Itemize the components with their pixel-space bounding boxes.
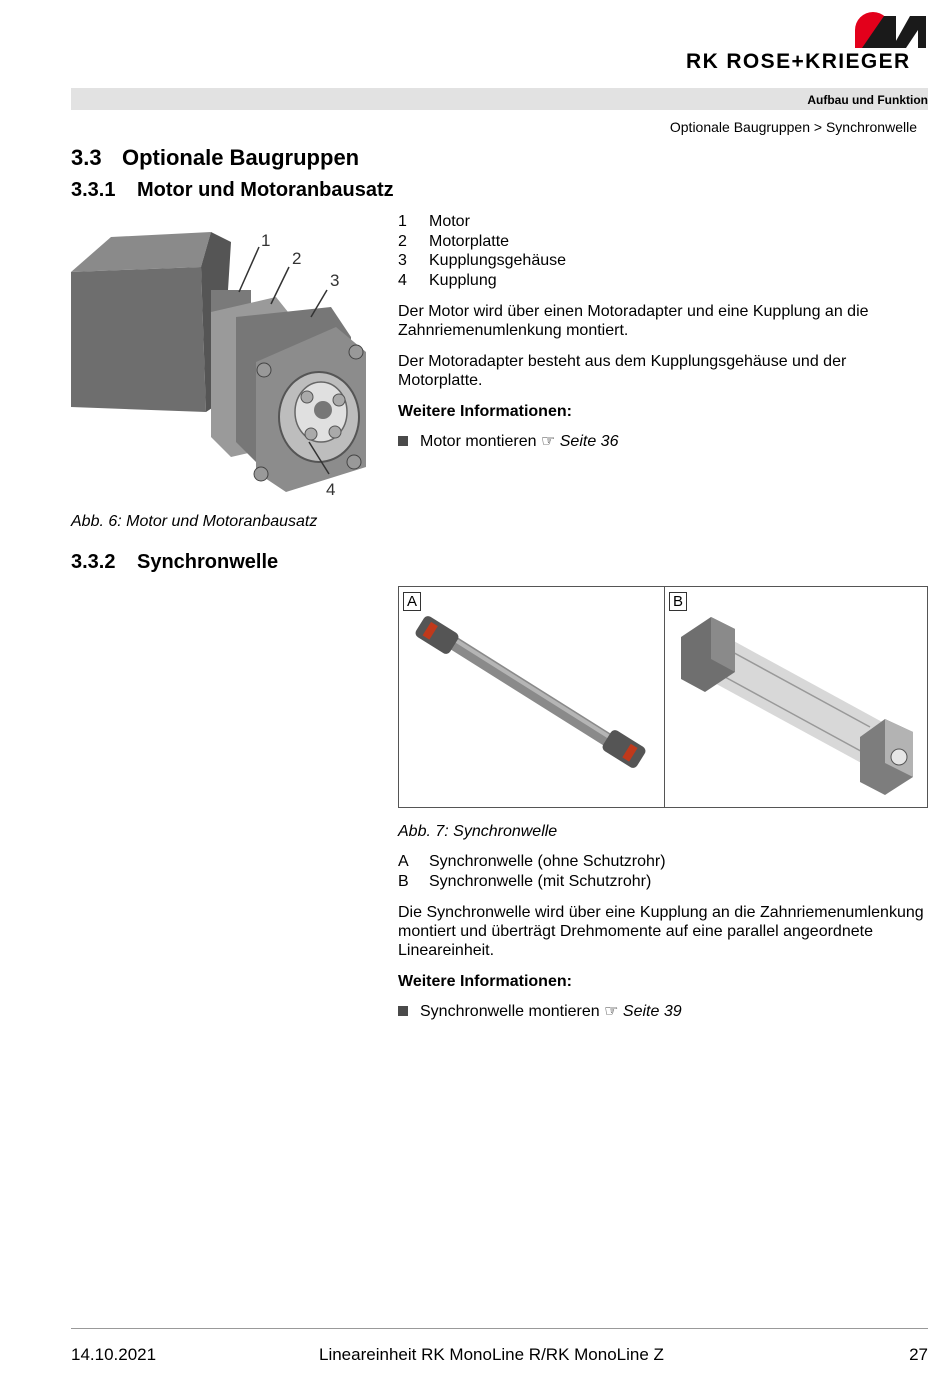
legend-key: A (398, 853, 409, 870)
legend-key: 3 (398, 252, 407, 269)
page-number: 27 (909, 1345, 928, 1364)
header-bar (71, 88, 928, 110)
link-text: Motor montieren (420, 433, 537, 450)
legend-text: Motorplatte (429, 232, 510, 250)
heading-3-3 (71, 145, 359, 171)
panel-label: A (403, 592, 421, 611)
link-text: Synchronwelle montieren (420, 1003, 600, 1020)
figure-panel-b (664, 586, 928, 808)
more-info-heading: Weitere Informationen: (398, 973, 572, 990)
legend-item (398, 212, 566, 232)
figure-panel-a (398, 586, 665, 808)
heading-title: Motor und Motoranbausatz (137, 179, 394, 201)
callout-2: 2 (292, 249, 302, 268)
more-info-item (398, 432, 618, 451)
heading-number: 3.3 (71, 145, 102, 170)
page-reference-link[interactable] (604, 1003, 682, 1020)
heading-title: Optionale Baugruppen (122, 145, 360, 170)
heading-3-3-1 (71, 179, 394, 202)
figure-caption: Abb. 7: Synchronwelle (398, 823, 558, 840)
legend-text: Kupplung (429, 271, 497, 289)
legend-item (398, 872, 666, 892)
heading-3-3-2 (71, 551, 278, 574)
legend-list (398, 212, 566, 290)
legend-list (398, 852, 666, 891)
heading-number: 3.3.2 (71, 551, 116, 573)
legend-item (398, 251, 566, 271)
shaft-with-tube-image (665, 587, 927, 807)
motor-figure (71, 212, 376, 502)
heading-title: Synchronwelle (137, 551, 279, 573)
hand-pointer-icon: ☞ (604, 1003, 619, 1020)
callout-3: 3 (330, 271, 340, 290)
legend-key: 1 (398, 213, 407, 230)
legend-item (398, 232, 566, 252)
paragraph: Der Motor wird über einen Motoradapter und eine Kupplung an die Zahnriemenumlenkung montiert. (398, 303, 869, 339)
hand-pointer-icon: ☞ (540, 433, 556, 450)
footer-title: Lineareinheit RK MonoLine R/RK MonoLine Z (319, 1345, 664, 1364)
legend-text: Motor (429, 213, 470, 230)
square-bullet-icon (398, 1006, 408, 1016)
header-section-title: Aufbau und Funktion (807, 93, 928, 107)
logo-text: RK ROSE+KRIEGER (686, 50, 911, 73)
legend-text: Kupplungsgehäuse (429, 252, 567, 269)
legend-text: Synchronwelle (mit Schutzrohr) (429, 872, 652, 890)
shaft-without-tube-image (399, 587, 664, 807)
callout-4: 4 (326, 480, 336, 499)
legend-text: Synchronwelle (ohne Schutzrohr) (429, 853, 666, 870)
page-reference-text: Seite 39 (622, 1003, 682, 1020)
page-reference-link[interactable] (541, 433, 619, 450)
square-bullet-icon (398, 436, 408, 446)
figure-caption: Abb. 6: Motor und Motoranbausatz (71, 513, 318, 530)
legend-key: 2 (398, 232, 407, 250)
callout-1: 1 (261, 231, 271, 250)
paragraph: Der Motoradapter besteht aus dem Kupplungsgehäuse und der Motorplatte. (398, 353, 847, 389)
heading-number: 3.3.1 (71, 179, 116, 201)
breadcrumb: Optionale Baugruppen > Synchronwelle (669, 119, 917, 135)
more-info-heading: Weitere Informationen: (398, 403, 572, 420)
paragraph: Die Synchronwelle wird über eine Kupplung an die Zahnriemenumlenkung montiert und überträgt Drehmomente auf eine parallel angeordnete Lineareinheit. (398, 904, 924, 959)
legend-key: B (398, 872, 409, 890)
legend-key: 4 (398, 271, 407, 289)
footer-divider (71, 1328, 928, 1329)
page-reference-text: Seite 36 (559, 433, 619, 450)
legend-item (398, 852, 666, 872)
legend-item (398, 271, 566, 291)
panel-label: B (669, 592, 687, 611)
more-info-item (398, 1002, 682, 1021)
footer-date: 14.10.2021 (71, 1345, 157, 1364)
